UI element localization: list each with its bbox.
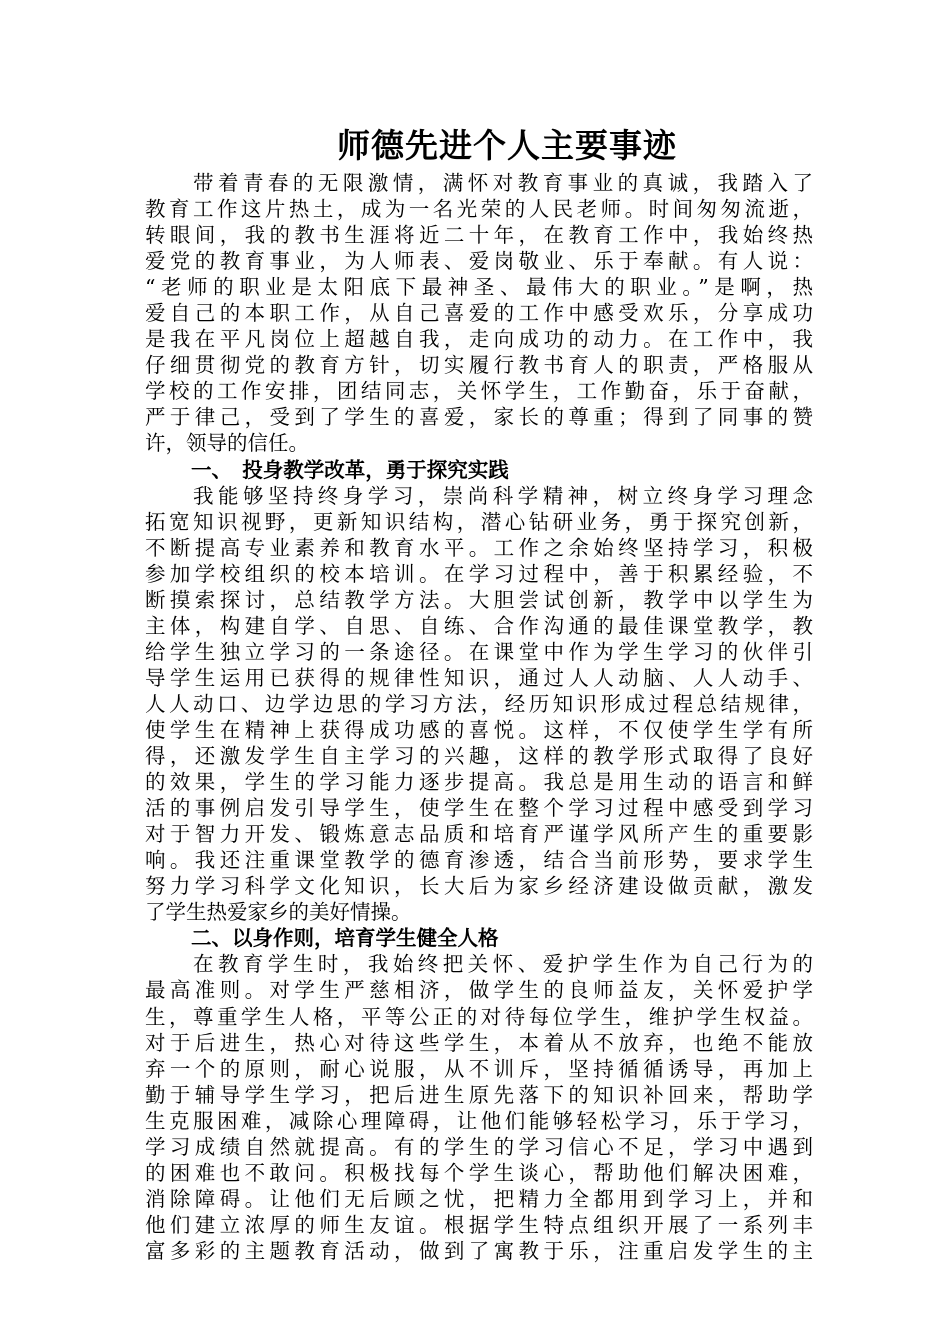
body-line: 我能够坚持终身学习，崇尚科学精神，树立终身学习理念 bbox=[193, 483, 813, 508]
body-line: 参加学校组织的校本培训。在学习过程中，善于积累经验，不 bbox=[145, 561, 813, 586]
body-line: 得，还激发学生自主学习的兴趣，这样的教学形式取得了良好 bbox=[145, 744, 813, 769]
body-line: 响。我还注重课堂教学的德育渗透，结合当前形势，要求学生 bbox=[145, 848, 813, 873]
section-heading: 一、 投身教学改革，勇于探究实践 bbox=[191, 457, 509, 482]
body-line: 爱自己的本职工作，从自己喜爱的工作中感受欢乐，分享成功 bbox=[145, 301, 813, 326]
body-line: 学校的工作安排，团结同志，关怀学生，工作勤奋，乐于奋献， bbox=[145, 379, 813, 404]
body-line: 对于后进生，热心对待这些学生，本着从不放弃，也绝不能放 bbox=[145, 1030, 813, 1055]
body-line: 的效果，学生的学习能力逐步提高。我总是用生动的语言和鲜 bbox=[145, 770, 813, 795]
body-line: 他们建立浓厚的师生友谊。根据学生特点组织开展了一系列丰 bbox=[145, 1212, 813, 1237]
body-line: 最高准则。对学生严慈相济，做学生的良师益友，关怀爱护学 bbox=[145, 978, 813, 1003]
body-line: 仔细贯彻党的教育方针，切实履行教书育人的职责，严格服从 bbox=[145, 353, 813, 378]
body-line: 主体，构建自学、自思、自练、合作沟通的最佳课堂教学，教 bbox=[145, 613, 813, 638]
body-line: 富多彩的主题教育活动，做到了寓教于乐，注重启发学生的主 bbox=[145, 1238, 813, 1263]
body-line: 对于智力开发、锻炼意志品质和培育严谨学风所产生的重要影 bbox=[145, 822, 813, 847]
body-line: 许，领导的信任。 bbox=[145, 431, 309, 456]
body-line: 在教育学生时，我始终把关怀、爱护学生作为自己行为的 bbox=[193, 952, 813, 977]
body-line: 学习成绩自然就提高。有的学生的学习信心不足，学习中遇到 bbox=[145, 1134, 813, 1159]
body-line: 带着青春的无限激情，满怀对教育事业的真诚，我踏入了 bbox=[193, 171, 813, 195]
document-title: 师德先进个人主要事迹 bbox=[337, 126, 677, 165]
body-line: “老师的职业是太阳底下最神圣、最伟大的职业。”是啊，热 bbox=[145, 275, 813, 300]
body-line: 不断提高专业素养和教育水平。工作之余始终坚持学习，积极 bbox=[145, 535, 813, 560]
body-line: 是我在平凡岗位上超越自我，走向成功的动力。在工作中，我 bbox=[145, 327, 813, 352]
body-line: 人人动口、边学边思的学习方法，经历知识形成过程总结规律， bbox=[145, 691, 813, 716]
body-line: 的困难也不敢问。积极找每个学生谈心，帮助他们解决困难， bbox=[145, 1160, 813, 1185]
body-line: 导学生运用已获得的规律性知识，通过人人动脑、人人动手、 bbox=[145, 665, 813, 690]
body-line: 生，尊重学生人格，平等公正的对待每位学生，维护学生权益。 bbox=[145, 1004, 813, 1029]
body-line: 弃一个的原则，耐心说服，从不训斥，坚持循循诱导，再加上 bbox=[145, 1056, 813, 1081]
body-line: 活的事例启发引导学生，使学生在整个学习过程中感受到学习 bbox=[145, 796, 813, 821]
body-line: 生克服困难，减除心理障碍，让他们能够轻松学习，乐于学习， bbox=[145, 1108, 813, 1133]
body-line: 拓宽知识视野，更新知识结构，潜心钻研业务，勇于探究创新， bbox=[145, 509, 813, 534]
body-line: 爱党的教育事业，为人师表、爱岗敬业、乐于奉献。有人说： bbox=[145, 249, 813, 274]
body-line: 给学生独立学习的一条途径。在课堂中作为学生学习的伙伴引 bbox=[145, 639, 813, 664]
body-line: 严于律己，受到了学生的喜爱，家长的尊重；得到了同事的赞 bbox=[145, 405, 813, 430]
body-line: 努力学习科学文化知识，长大后为家乡经济建设做贡献，激发 bbox=[145, 874, 813, 899]
body-line: 勤于辅导学生学习，把后进生原先落下的知识补回来，帮助学 bbox=[145, 1082, 813, 1107]
document-body bbox=[145, 170, 813, 1264]
body-line: 消除障碍。让他们无后顾之忧，把精力全都用到学习上，并和 bbox=[145, 1186, 813, 1211]
body-line: 教育工作这片热土，成为一名光荣的人民老师。时间匆匆流逝， bbox=[145, 197, 813, 222]
body-line: 断摸索探讨，总结教学方法。大胆尝试创新，教学中以学生为 bbox=[145, 587, 813, 612]
body-line: 转眼间，我的教书生涯将近二十年，在教育工作中，我始终热 bbox=[145, 223, 813, 248]
body-line: 使学生在精神上获得成功感的喜悦。这样，不仅使学生学有所 bbox=[145, 717, 813, 742]
section-heading: 二、以身作则，培育学生健全人格 bbox=[191, 926, 499, 951]
body-line: 了学生热爱家乡的美好情操。 bbox=[145, 900, 412, 925]
